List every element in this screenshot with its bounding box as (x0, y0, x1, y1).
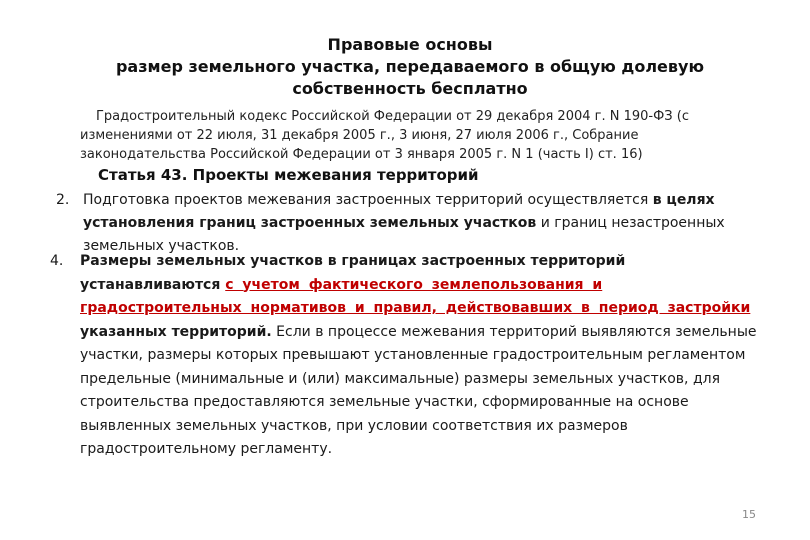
item2-end-text: и границ незастроенных земельных участков. (83, 215, 725, 254)
source-line-3: законодательства Российской Федерации от 3 января 2005 г. N 1 (часть I) ст. 16) (80, 147, 643, 162)
source-citation (80, 107, 780, 164)
slide-title (40, 34, 780, 100)
source-line-1: Градостроительный кодекс Российской Федерации от 29 декабря 2004 г. N 190-ФЗ (с (96, 109, 689, 124)
item2-bold-text: в целях установления границ застроенных земельных участков (83, 192, 715, 231)
list-item-2 (56, 189, 756, 258)
list-item-text (80, 250, 762, 462)
list-item-number: 2. (56, 192, 70, 208)
page-number: 15 (742, 508, 756, 521)
title-line-3: собственность бесплатно (292, 79, 528, 98)
source-line-2: изменениями от 22 июля, 31 декабря 2005 г., 3 июня, 27 июля 2006 г., Собрание (80, 128, 639, 143)
title-line-2: размер земельного участка, передаваемого в общую долевую (115, 57, 705, 76)
list-item-number: 4. (50, 253, 64, 269)
list-item-4 (50, 250, 762, 462)
item4-bold-intro: Размеры земельных участков в границах застроенных территорий устанавливаются (80, 253, 626, 293)
title-line-1: Правовые основы (327, 35, 493, 54)
item2-plain-text: Подготовка проектов межевания застроенных территорий осуществляется (83, 192, 653, 208)
item4-highlighted-text: с учетом фактического землепользования и градостроительных нормативов и правил, действовавших в период застройки (80, 276, 751, 316)
article-heading: Статья 43. Проекты межевания территорий (98, 166, 479, 184)
item4-rest-text: Если в процессе межевания территорий выявляются земельные участки, размеры которых превышают установленные градостроительным регламентом предельные (минимальные и (или) максимальные) размеры земельных участков, для строительства предоставляются земельные участки, сформированные на основе выявленных земельных участков, при условии соответствия их размеров градостроительному регламенту. (80, 323, 757, 457)
list-item-text (83, 189, 756, 258)
item4-bold-after: указанных территорий. (80, 323, 272, 340)
